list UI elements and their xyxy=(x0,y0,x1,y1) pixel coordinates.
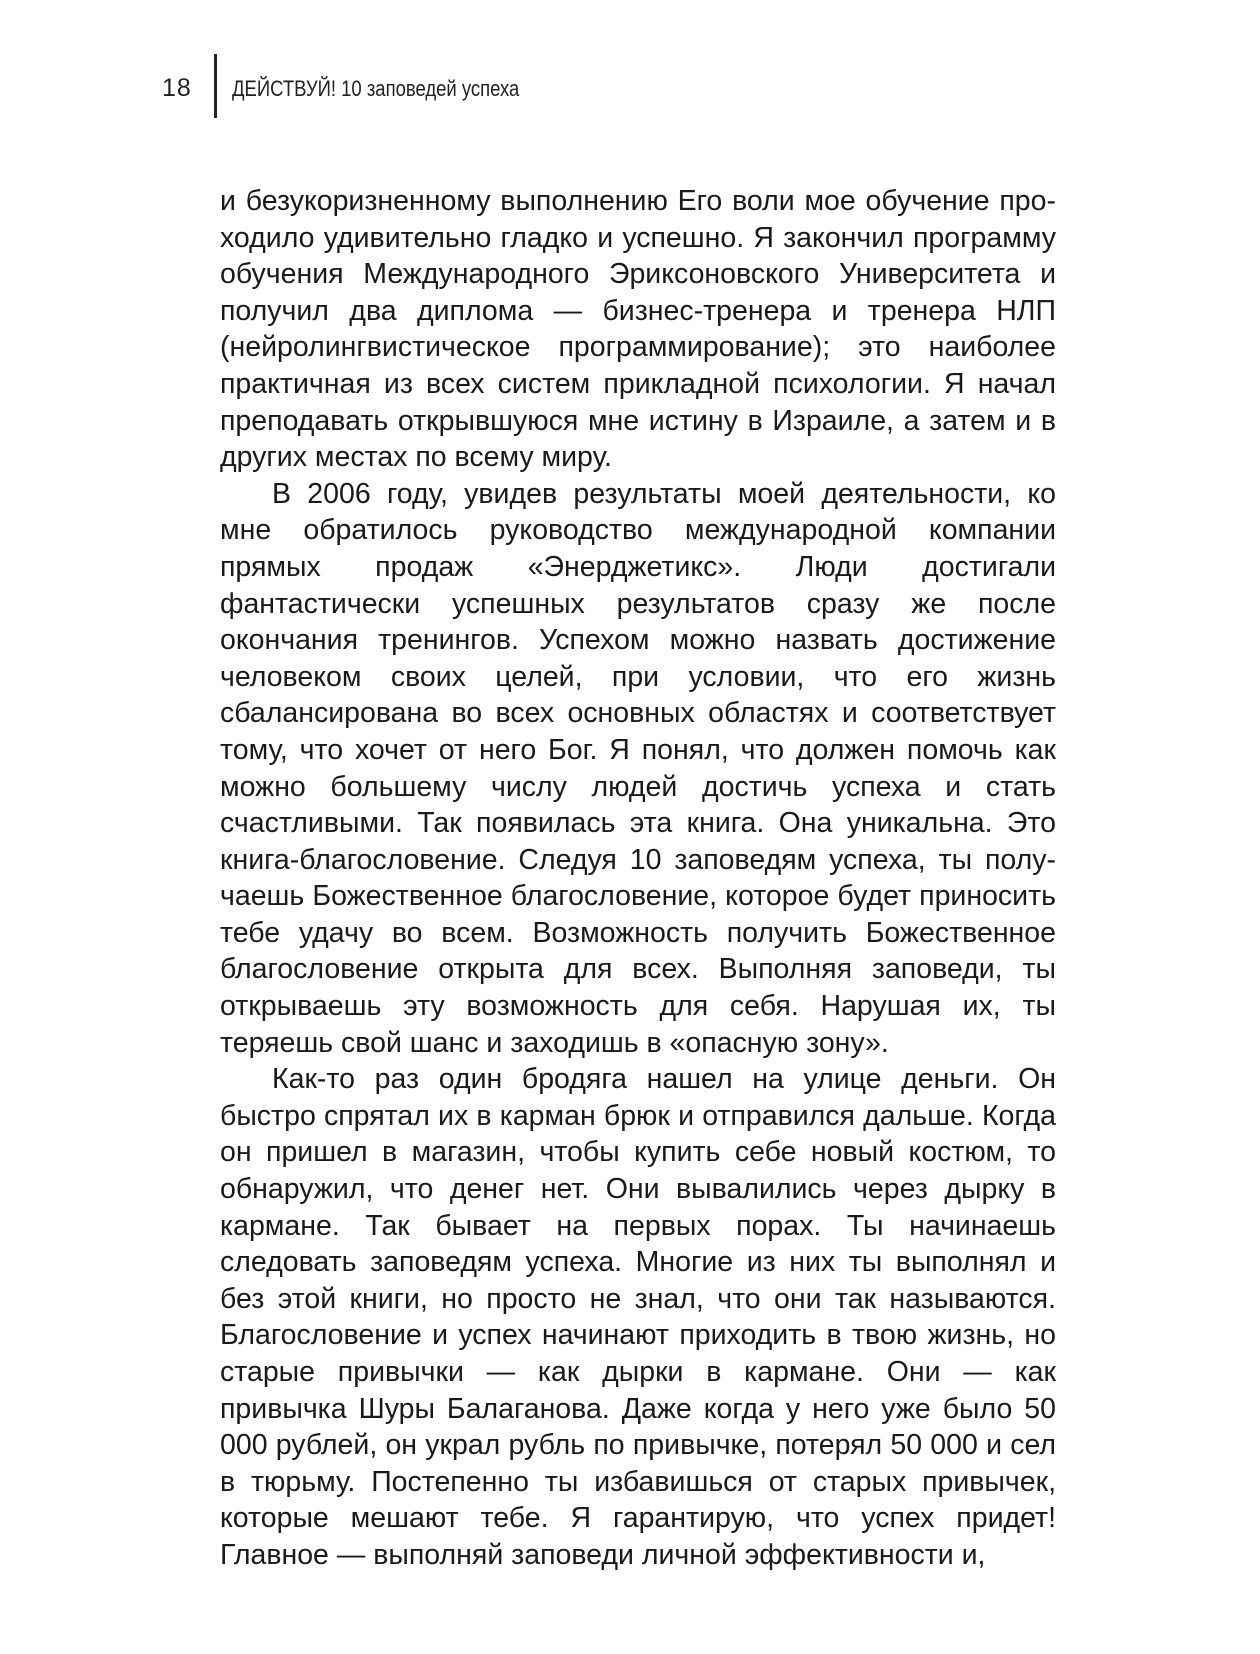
running-title: ДЕЙСТВУЙ! 10 заповедей успеха xyxy=(232,76,520,101)
paragraph: и безукоризненному выполнению Его воли мое обучение проходило удивительно гладко и успешно. Я закончил программу обучения Международного Эриксоновского Университета и получил два диплома — бизнес-тренера и тренера НЛП (нейролингвистическое программирование); это наиболее практичная из всех систем прикладной психологии. Я начал преподавать открывшуюся мне истину в Израиле, а затем и в других местах по всему миру. xyxy=(220,185,1056,474)
page-number: 18 xyxy=(162,74,192,102)
paragraph: Как-то раз один бродяга нашел на улице деньги. Он быстро спрятал их в карман брюк и отправился дальше. Когда он пришел в магазин, чтобы купить себе новый костюм, то обнаружил, что денег нет. Они вывалились через дырку в кармане. Так бывает на первых порах. Ты начинаешь следовать заповедям успеха. Многие из них ты выполнял и без этой книги, но просто не знал, что они так называются. Благословение и успех начинают приходить в твою жизнь, но старые привычки — как дырки в кармане. Они — как привычка Шуры Балаганова. Даже когда у него уже было 50 000 рублей, он украл рубль по привычке, потерял 50 000 и сел в тюрьму. Постепенно ты избавишься от старых привычек, которые мешают тебе. Я гарантирую, что успех придет! Главное — выполняй заповеди личной эффективности и, xyxy=(220,1063,1056,1571)
paragraph: В 2006 году, увидев результаты моей деятельности, ко мне обратилось руководство международной компании прямых продаж «Энерджетикс». Люди достигали фантастически успешных результатов сразу же после окончания тренингов. Успехом можно назвать достижение человеком своих целей, при условии, что его жизнь сбалансирована во всех основных областях и соответствует тому, что хочет от него Бог. Я понял, что должен помочь как можно большему числу людей достичь успеха и стать счастливыми. Так появилась эта книга. Она уникальна. Это книга-благословение. Следуя 10 заповедям успеха, ты получаешь Божественное благословение, которое будет приносить тебе удачу во всем. Возможность получить Божественное благословение открыта для всех. Выполняя заповеди, ты открываешь эту возможность для себя. Нарушая их, ты теряешь свой шанс и заходишь в «опасную зону». xyxy=(220,477,1056,1059)
header-divider xyxy=(214,54,217,118)
body-text xyxy=(220,183,1056,1574)
